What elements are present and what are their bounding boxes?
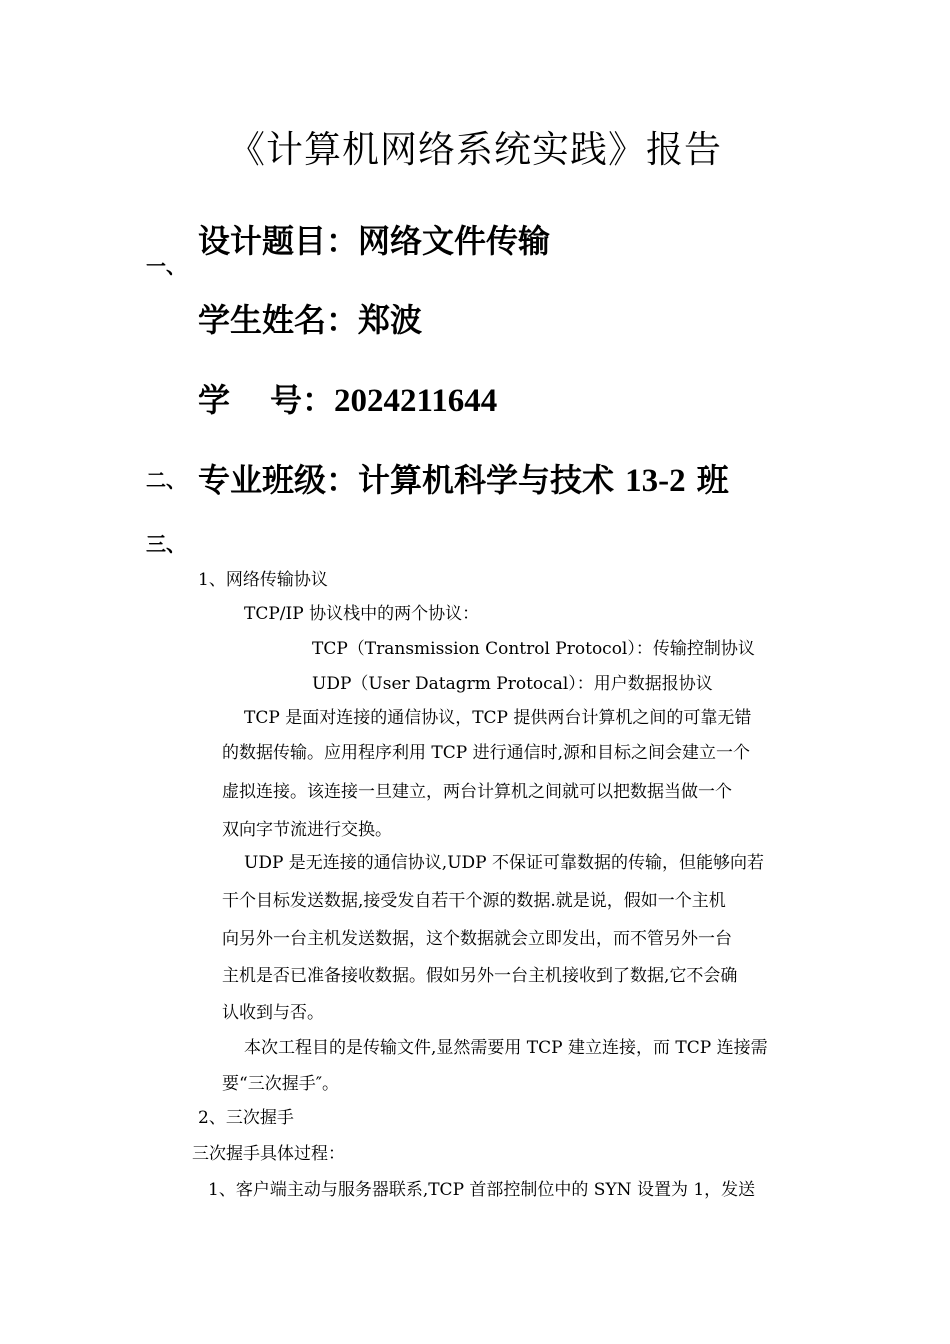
section-marker-1: 一、 xyxy=(146,254,186,278)
udp-paragraph-line-1: UDP 是无连接的通信协议,UDP 不保证可靠数据的传输，但能够向若 xyxy=(244,853,765,873)
tcp-paragraph-line-2: 的数据传输。应用程序利用 TCP 进行通信时,源和目标之间会建立一个 xyxy=(222,743,750,763)
subheading-network-protocol: 1、网络传输协议 xyxy=(198,570,328,590)
major-class-suffix: 班 xyxy=(696,461,729,499)
student-id-label-b: 号： xyxy=(270,381,335,419)
section-marker-3: 三、 xyxy=(146,532,186,556)
udp-paragraph-line-5: 认收到与否。 xyxy=(222,1003,324,1023)
section-marker-2: 二、 xyxy=(146,468,186,492)
udp-paragraph-line-2: 干个目标发送数据,接受发自若干个源的数据.就是说，假如一个主机 xyxy=(222,891,726,911)
handshake-step-1: 1、客户端主动与服务器联系,TCP 首部控制位中的 SYN 设置为 1，发送 xyxy=(208,1180,756,1200)
project-paragraph-line-1: 本次工程目的是传输文件,显然需要用 TCP 建立连接，而 TCP 连接需 xyxy=(244,1038,768,1058)
tcp-paragraph-line-3: 虚拟连接。该连接一旦建立，两台计算机之间就可以把数据当做一个 xyxy=(222,782,732,802)
protocol-stack-intro: TCP/IP 协议栈中的两个协议： xyxy=(244,604,480,624)
subheading-three-way-handshake: 2、三次握手 xyxy=(198,1108,294,1128)
project-paragraph-line-2: 要“三次握手″。 xyxy=(222,1074,340,1094)
major-class-number: 13-2 xyxy=(625,463,686,499)
tcp-paragraph-line-4: 双向字节流进行交换。 xyxy=(222,820,392,840)
student-id-label-a: 学 xyxy=(198,381,231,419)
udp-definition: UDP（User Datagrm Protocal）：用户数据报协议 xyxy=(312,674,713,694)
design-topic: 设计题目：网络文件传输 xyxy=(198,222,551,260)
udp-paragraph-line-4: 主机是否已准备接收数据。假如另外一台主机接收到了数据,它不会确 xyxy=(222,966,738,986)
document-title: 《计算机网络系统实践》报告 xyxy=(228,128,722,171)
student-name: 学生姓名：郑波 xyxy=(198,301,423,339)
student-id xyxy=(198,378,497,423)
tcp-paragraph-line-1: TCP 是面对连接的通信协议，TCP 提供两台计算机之间的可靠无错 xyxy=(244,708,752,728)
tcp-definition: TCP（Transmission Control Protocol）：传输控制协议 xyxy=(312,639,755,659)
major-class xyxy=(198,458,729,503)
student-id-value: 2024211644 xyxy=(334,383,498,419)
handshake-intro: 三次握手具体过程： xyxy=(192,1144,345,1164)
major-class-text: 专业班级：计算机科学与技术 xyxy=(198,461,615,499)
udp-paragraph-line-3: 向另外一台主机发送数据，这个数据就会立即发出，而不管另外一台 xyxy=(222,929,732,949)
